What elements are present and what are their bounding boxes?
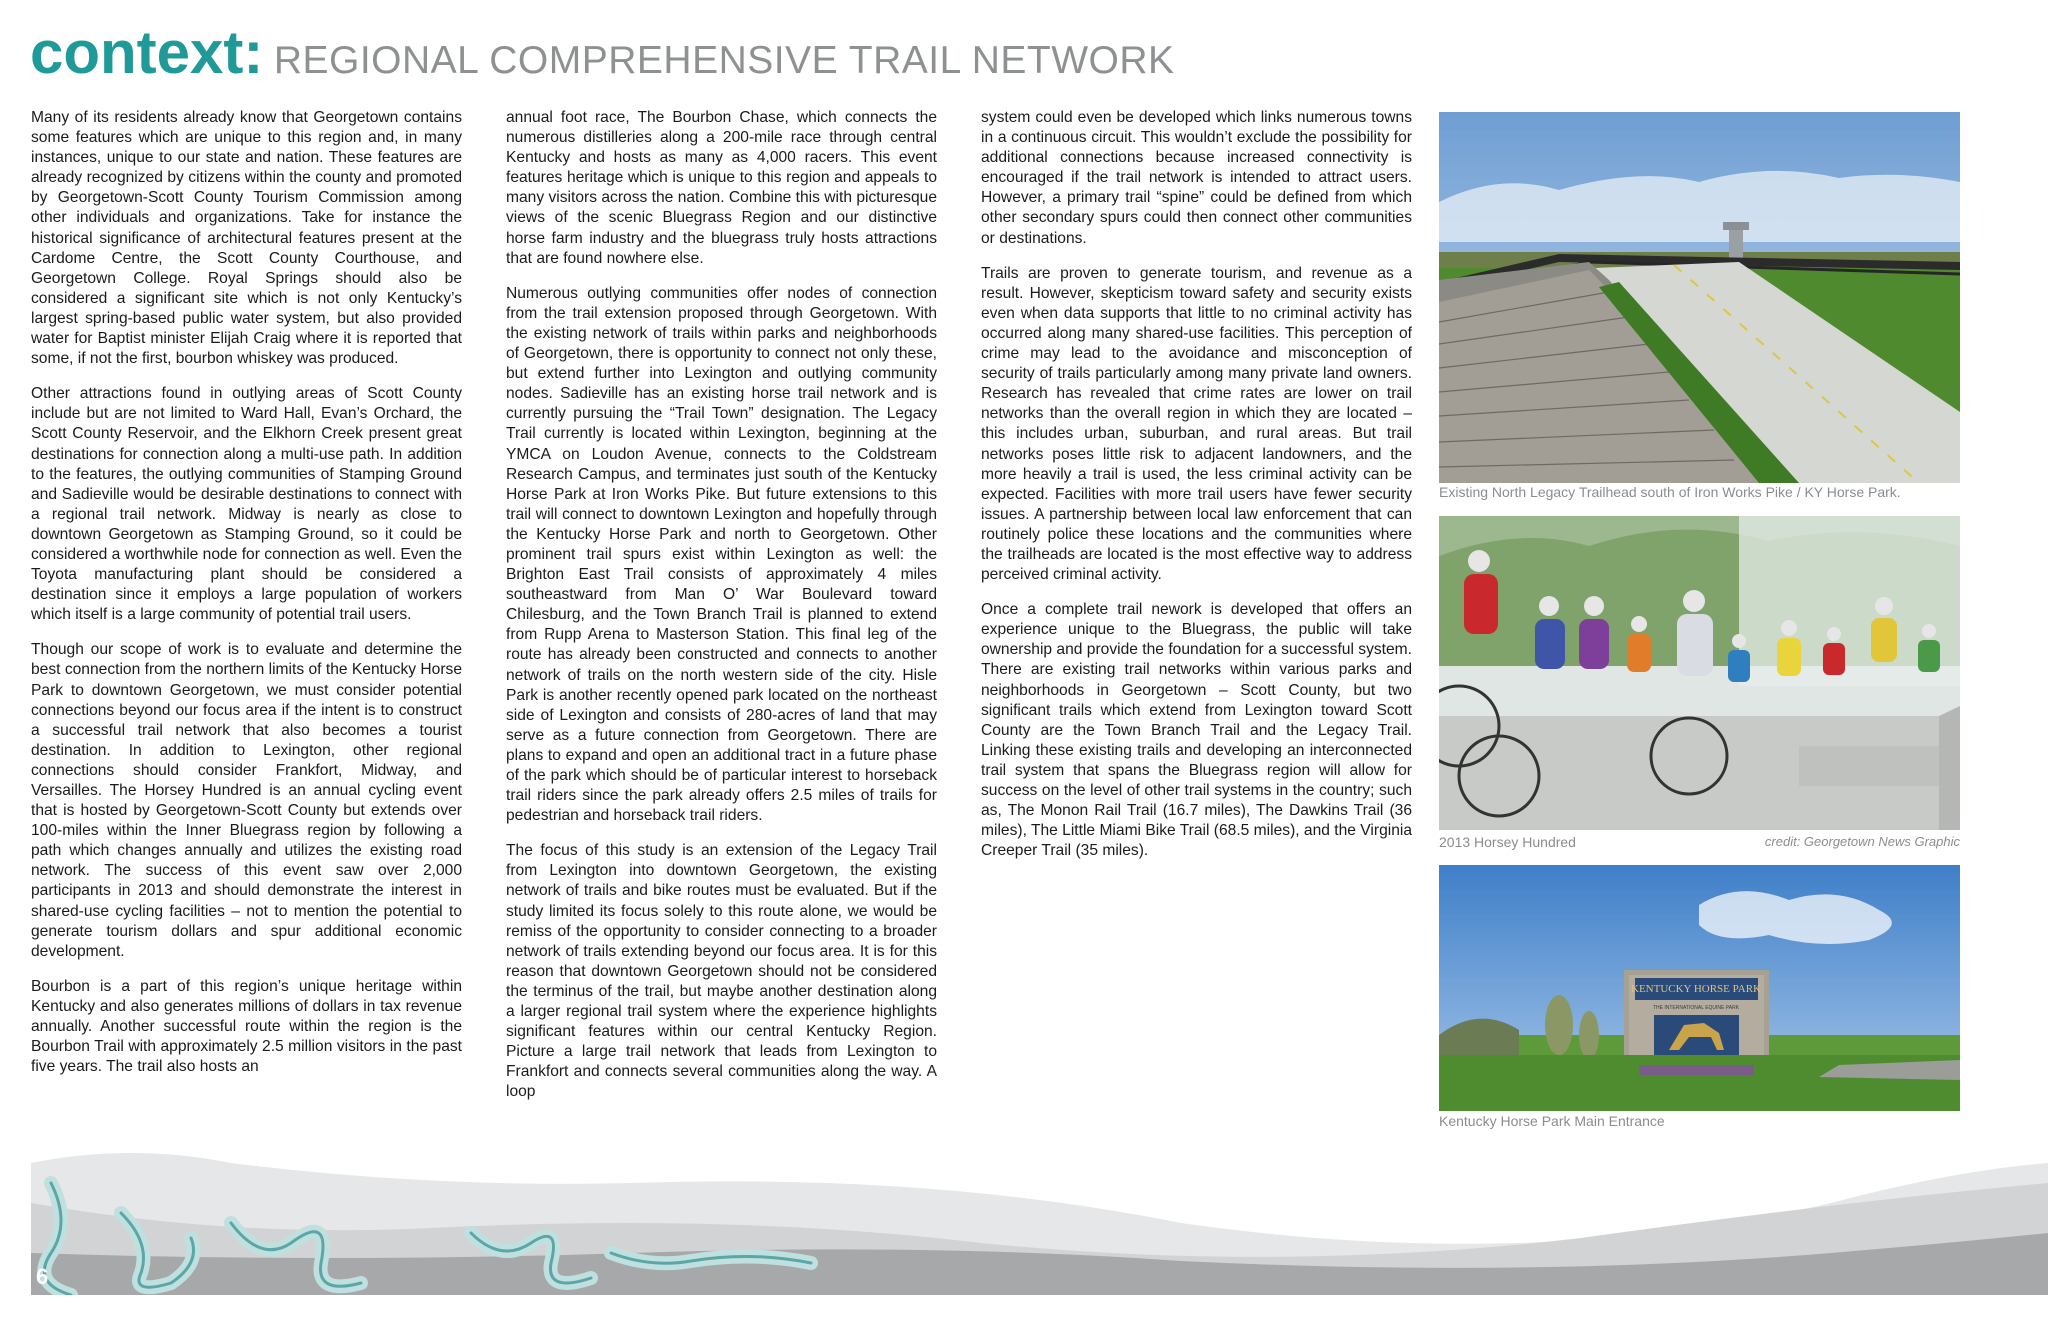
paragraph: Other attractions found in outlying areas of Scott County include but are not limited to Ward Hall, Evan’s Orchard, the Scott County Reservoir, and the Elkhorn Creek present great destinations for connection along a multi-use path. In addition to the features, the outlying communities of Stamping Ground and Sadieville would be desirable destinations to connect with a regional trail network. Midway is nearly as close to downtown Georgetown as Stamping Ground, so it could be considered a worthwhile node for connection as well. Even the Toyota manufacturing plant should be considered a destination since it employs a large population of workers which itself is a large community of potential trail users. [31,385,462,624]
horse-park-caption: Kentucky Horse Park Main Entrance [1439,1113,1665,1129]
paragraph: Many of its residents already know that Georgetown contains some features which are unique to this region and, in many instances, unique to our state and nation. These features are already recognized by citizens within the county and promoted by Georgetown-Scott County Tourism Commission among other individuals and organizations. Take for instance the historical significance of architectural features present at the Cardome Centre, the Scott County Courthouse, and Georgetown College. Royal Springs should also be considered a significant site which is not only Kentucky’s largest spring-based public water system, but also provided water for Baptist minister Elijah Craig where it is reported that some, if not the first, bourbon whiskey was produced. [31,109,462,368]
trailhead-photo [1439,112,1960,483]
cyclists-photo [1439,516,1960,830]
paragraph: annual foot race, The Bourbon Chase, which connects the numerous distilleries along a 200-mile race through central Kentucky and hosts as many as 4,000 racers. This event features heritage which is unique to this region and appeals to many visitors across the nation. Combine this with picturesque views of the scenic Bluegrass Region and our distinctive horse farm industry and the bluegrass truly hosts attractions that are found nowhere else. [506,109,937,267]
page-title [30,18,1175,88]
paragraph: Bourbon is a part of this region’s unique heritage within Kentucky and also generates millions of dollars in tax revenue annually. Another successful route within the region is the Bourbon Trail with approximately 2.5 million visitors in the past five years. The trail also hosts an [31,977,462,1076]
text-column-2 [506,108,937,1118]
cyclists-caption [1439,834,1960,850]
paragraph: Though our scope of work is to evaluate and determine the best connection from the northern limits of the Kentucky Horse Park to downtown Georgetown, we must consider potential connections beyond our focus area if the intent is to construct a successful trail network that also becomes a tourist destination. In addition to Lexington, other regional connections should consider Frankfort, Midway, and Versailles. The Horsey Hundred is an annual cycling event that is hosted by Georgetown-Scott County but extends over 100-miles within the Inner Bluegrass region by following a path which changes annually and utilizes the existing road network. The success of this event saw over 2,000 participants in 2013 and should demonstrate the interest in shared-use cycling facilities – not to mention the potential to generate tourism dollars and spur additional economic development. [31,641,462,960]
text-column-1 [31,108,462,1092]
page-number: 6 [36,1264,49,1289]
paragraph: system could even be developed which links numerous towns in a continuous circuit. This wouldn’t exclude the possibility for additional connections because increased connectivity is encouraged if the trail network is intended to attract users. However, a primary trail “spine” could be defined from which other secondary spurs could then connect other communities or destinations. [981,109,1412,247]
paragraph: Once a complete trail nework is developed that offers an experience unique to the Bluegrass, the public will take ownership and provide the foundation for a successful system. There are existing trail networks within various parks and neighborhoods in Georgetown – Scott County, but two significant trails which extend from Lexington toward Scott County are the Town Branch Trail and the Legacy Trail. Linking these existing trails and developing an interconnected trail system that spans the Bluegrass region will allow for success on the level of other trail systems in the country; such as, The Monon Rail Trail (16.7 miles), The Dawkins Trail (36 miles), The Little Miami Bike Trail (68.5 miles), and the Virginia Creeper Trail (35 miles). [981,601,1413,860]
paragraph: Numerous outlying communities offer nodes of connection from the trail extension proposed through Georgetown. With the existing network of trails within parks and neighborhoods of Georgetown, there is opportunity to connect not only these, but extend further into Lexington and outlying community nodes. Sadieville has an existing horse trail network and is currently pursuing the “Trail Town” designation. The Legacy Trail currently is located within Lexington, beginning at the YMCA on Loudon Avenue, connects to the Coldstream Research Campus, and terminates just south of the Kentucky Horse Park at Iron Works Pike. But future extensions to this trail will connect to downtown Lexington and hopefully through the Kentucky Horse Park and north to Georgetown. Other prominent trail spurs exist within Lexington as well: the Brighton East Trail consists of approximately 4 miles southeastward from Man O’ War Boulevard toward Chilesburg, and the Town Branch Trail is planned to extend from Rupp Arena to Masterson Station. This final leg of the route has already been constructed and connects to another network of trails on the north western side of the city. Hisle Park is another recently opened park located on the northeast side of Lexington and consists of 280-acres of land that may serve as a future connection from Georgetown. There are plans to expand and open an additional tract in a future phase of the park which should be of particular interest to horseback trail riders since the park already offers 2.5 miles of trails for pedestrian and horseback trail riders. [506,284,937,825]
photo-credit: credit: Georgetown News Graphic [1764,834,1960,849]
title-keyword: context: [30,19,264,86]
paragraph: The focus of this study is an extension of the Legacy Trail from Lexington into downtown Georgetown, the existing network of trails and bike routes must be evaluated. But if the study limited its focus solely to this route alone, we would be remiss of the opportunity to consider connecting to a broader network of trails extending beyond our focus area. It is for this reason that downtown Georgetown should not be considered the terminus of the trail, but maybe another destination along a larger regional trail system where the experience highlights significant features within our central Kentucky Region. Picture a large trail network that leads from Lexington to Frankfort and connects several communities along the way. A loop [506,842,937,1101]
trailhead-caption: Existing North Legacy Trailhead south of Iron Works Pike / KY Horse Park. [1439,484,1901,500]
footer-band [31,1143,2048,1295]
sign-title: KENTUCKY HORSE PARK [1631,983,1761,995]
cyclists-caption-text: 2013 Horsey Hundred [1439,834,1576,850]
sign-subtitle: THE INTERNATIONAL EQUINE PARK [1652,1005,1740,1011]
text-column-3 [981,108,1412,876]
paragraph: Trails are proven to generate tourism, and revenue as a result. However, skepticism toward safety and security exists even when data supports that little to no criminal activity has occurred along many shared-use facilities. This perception of crime may lead to the avoidance and misconception of security of trails particularly among many private land owners. Research has revealed that crime rates are lower on trail networks than the overall region in which they are located – this includes urban, suburban, and rural areas. But trail networks poses little risk to adjacent landowners, and the more heavily a trail is used, the less criminal activity can be expected. Facilities with more trail users have fewer security issues. A partnership between local law enforcement that can routinely police these locations and the communities where the trailheads are located is the most effective way to address perceived criminal activity. [981,264,1412,584]
horse-park-entrance-photo [1439,865,1960,1111]
title-subject: REGIONAL COMPREHENSIVE TRAIL NETWORK [273,39,1175,82]
